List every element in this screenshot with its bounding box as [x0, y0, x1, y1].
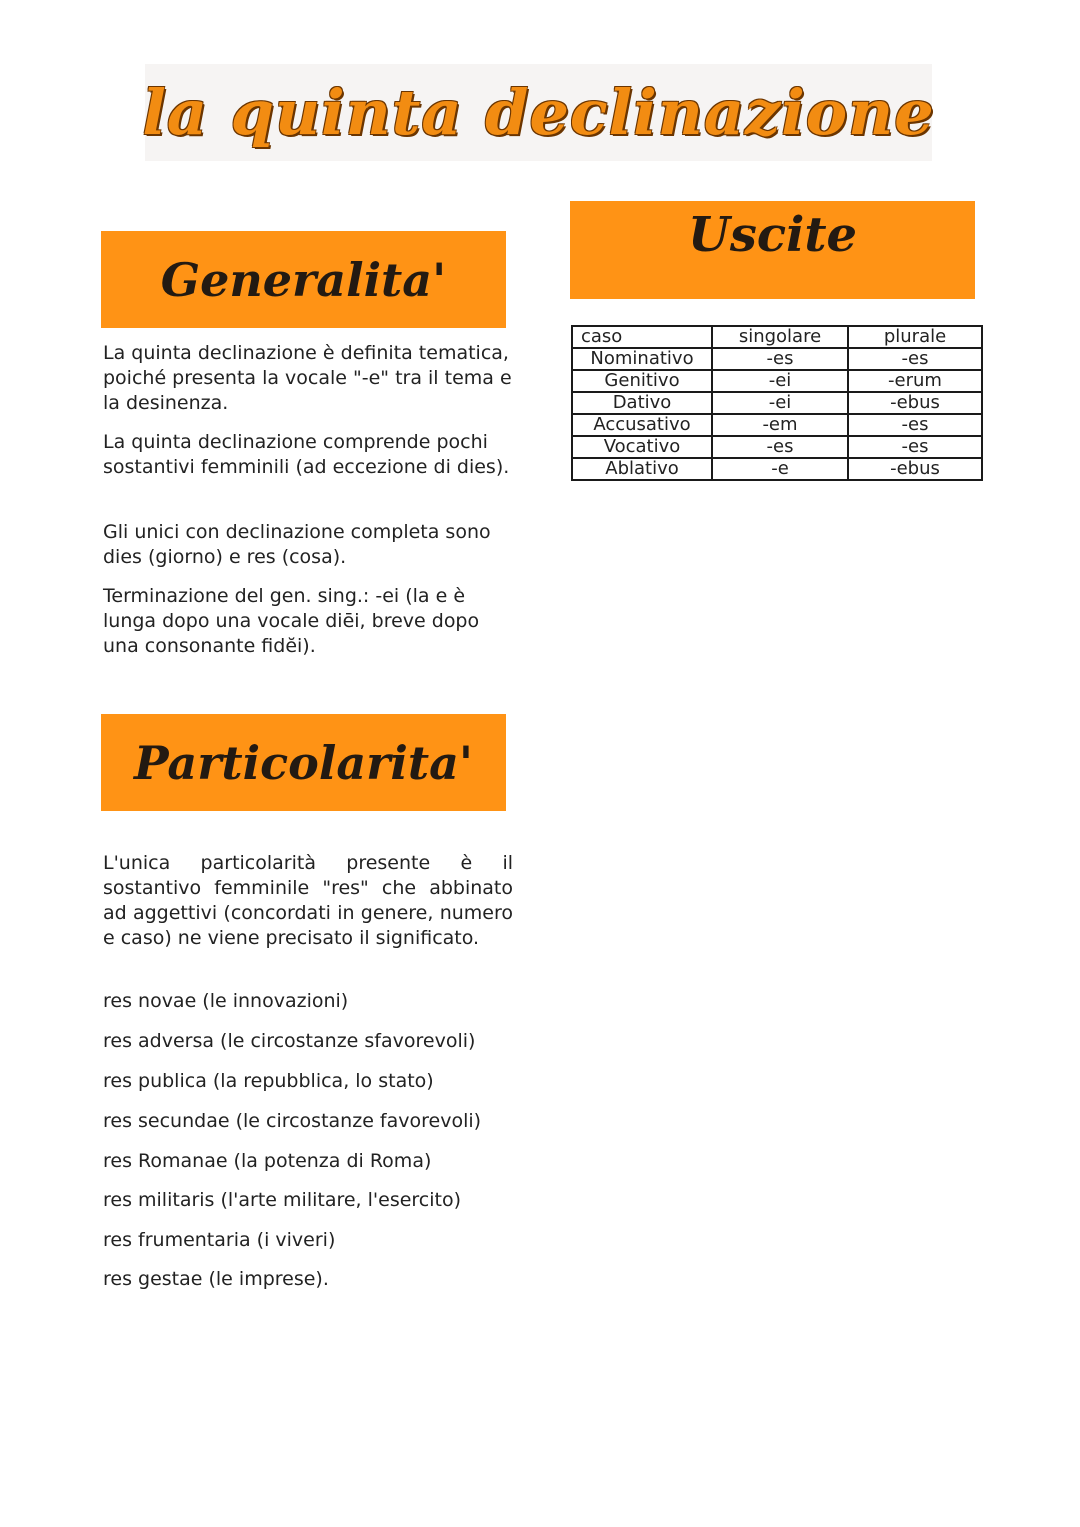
generalita-paragraph: La quinta declinazione è definita tematica, poiché presenta la vocale "-e" tra il tema e la desinenza.: [103, 342, 512, 414]
list-item: res novae (le innovazioni): [103, 990, 349, 1012]
orange-diamond-icon: [948, 96, 982, 130]
plural-cell: -ebus: [848, 392, 982, 414]
case-cell: Nominativo: [572, 348, 712, 370]
generalita-paragraph: La quinta declinazione comprende pochi sostantivi femminili (ad eccezione di dies).: [103, 431, 510, 478]
endings-table: [571, 325, 983, 481]
generalita-title: Generalita': [160, 252, 447, 307]
case-cell: Ablativo: [572, 458, 712, 480]
case-cell: Dativo: [572, 392, 712, 414]
singular-cell: -es: [712, 348, 848, 370]
header-cell: singolare: [712, 326, 848, 348]
uscite-header: [570, 201, 975, 299]
case-cell: Vocativo: [572, 436, 712, 458]
list-item: res militaris (l'arte militare, l'esercito): [103, 1189, 462, 1211]
generalita-header: [101, 231, 506, 328]
table-header-row: [572, 326, 982, 348]
particolarita-header: [101, 714, 506, 811]
singular-cell: -es: [712, 436, 848, 458]
plural-cell: -es: [848, 414, 982, 436]
table-row: [572, 370, 982, 392]
table-row: [572, 414, 982, 436]
table-row: [572, 436, 982, 458]
plural-cell: -erum: [848, 370, 982, 392]
page-title: la quinta declinazione: [142, 76, 935, 149]
orange-diamond-icon: [95, 96, 129, 130]
case-cell: Genitivo: [572, 370, 712, 392]
list-item: res Romanae (la potenza di Roma): [103, 1150, 432, 1172]
table-row: [572, 392, 982, 414]
particolarita-title: Particolarita': [134, 735, 473, 790]
list-item: res secundae (le circostanze favorevoli): [103, 1110, 482, 1132]
singular-cell: -ei: [712, 370, 848, 392]
uscite-title: Uscite: [687, 207, 858, 263]
list-item: res publica (la repubblica, lo stato): [103, 1070, 434, 1092]
list-item: res gestae (le imprese).: [103, 1268, 329, 1290]
particolarita-intro: L'unica particolarità presente è il sostantivo femminile "res" che abbinato ad aggettivi (concordati in genere, numero e caso) ne viene precisato il significato.: [103, 852, 513, 949]
title-banner: [142, 64, 935, 161]
singular-cell: -e: [712, 458, 848, 480]
singular-cell: -ei: [712, 392, 848, 414]
header-cell: caso: [572, 326, 712, 348]
generalita-paragraph: Terminazione del gen. sing.: -ei (la e è lunga dopo una vocale diēi, breve dopo una consonante fidĕi).: [103, 585, 480, 657]
plural-cell: -ebus: [848, 458, 982, 480]
plural-cell: -es: [848, 348, 982, 370]
plural-cell: -es: [848, 436, 982, 458]
list-item: res adversa (le circostanze sfavorevoli): [103, 1030, 476, 1052]
list-item: res frumentaria (i viveri): [103, 1229, 336, 1251]
singular-cell: -em: [712, 414, 848, 436]
case-cell: Accusativo: [572, 414, 712, 436]
header-cell: plurale: [848, 326, 982, 348]
generalita-paragraph: Gli unici con declinazione completa sono dies (giorno) e res (cosa).: [103, 521, 491, 568]
table-row: [572, 348, 982, 370]
table-row: [572, 458, 982, 480]
